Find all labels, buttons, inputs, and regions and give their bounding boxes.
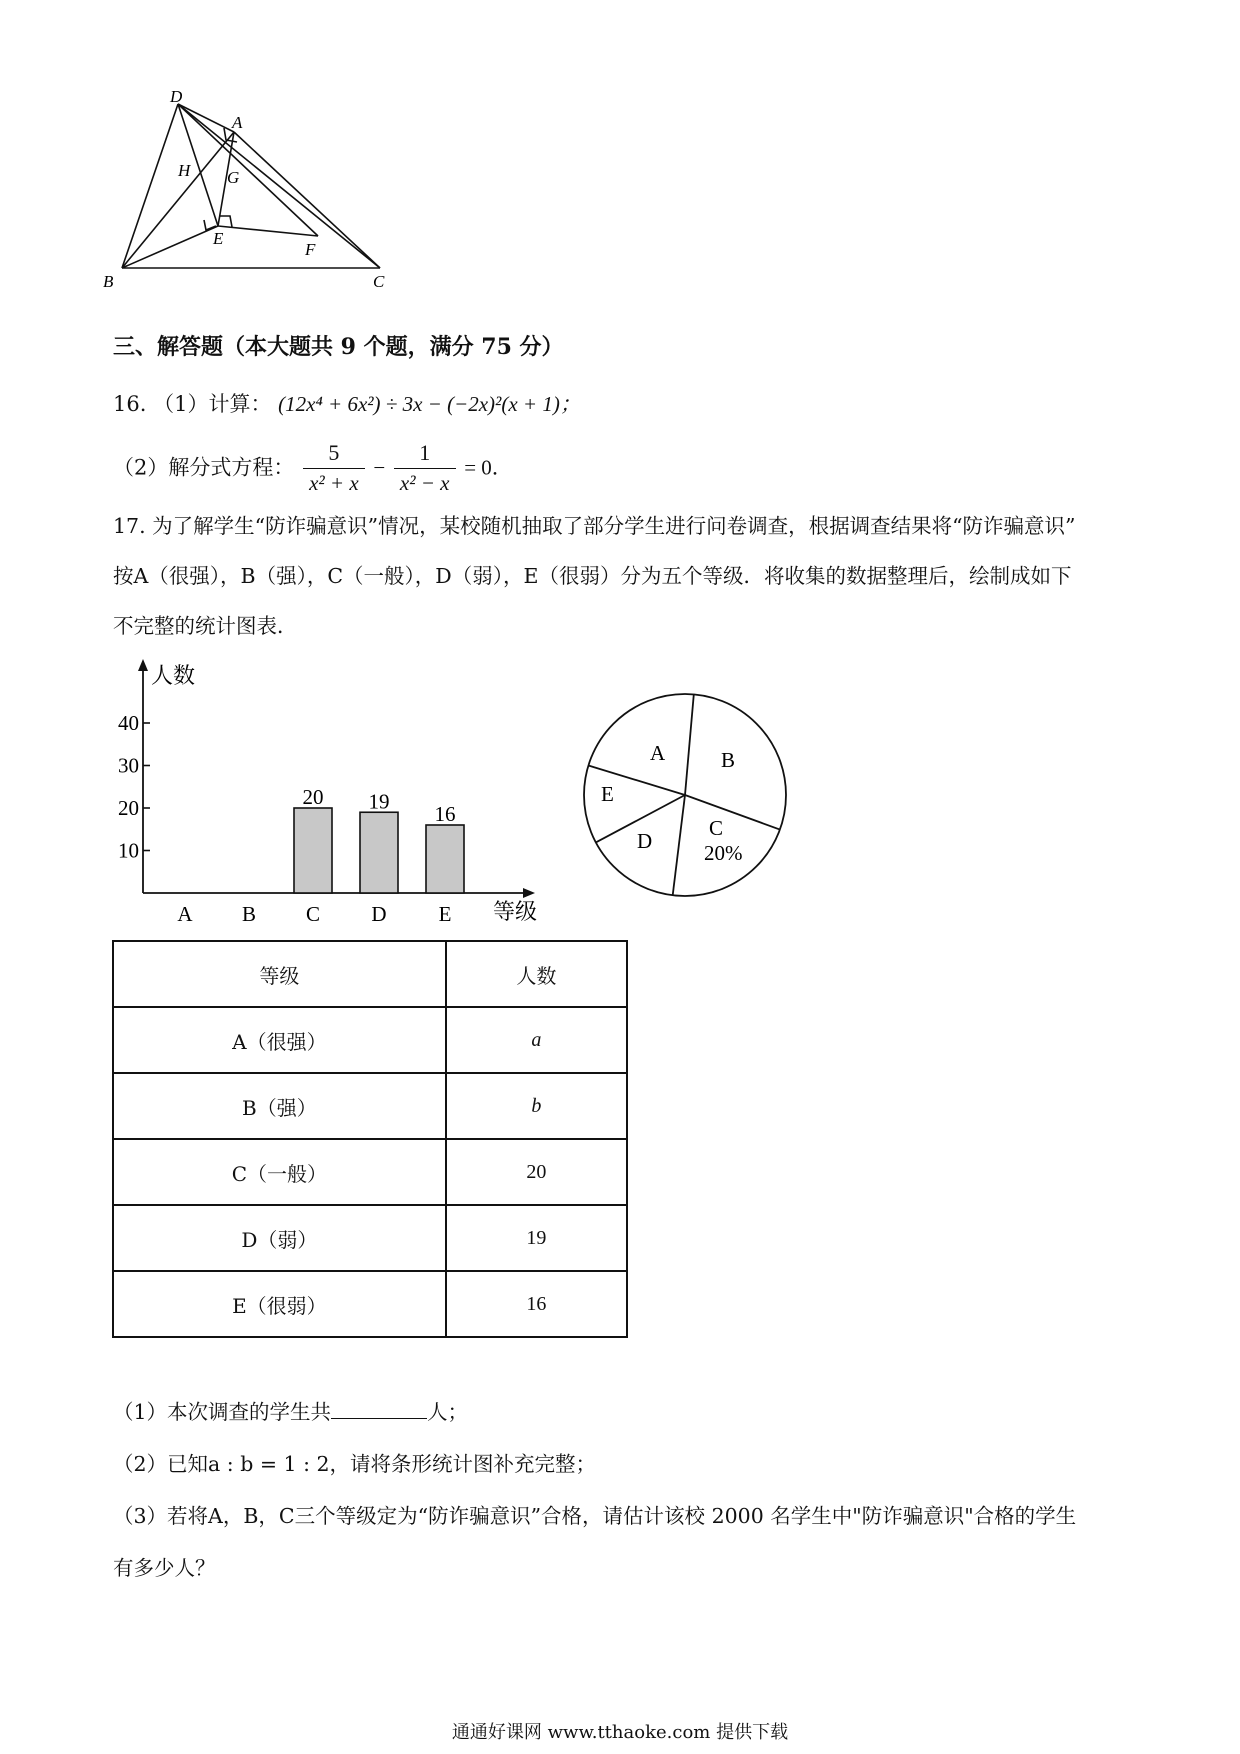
x-tick-label: A	[177, 902, 193, 925]
pie-chart	[575, 685, 795, 905]
pie-label-a: A	[650, 741, 666, 765]
bar-chart	[105, 655, 575, 925]
point-label-e: E	[213, 229, 224, 248]
pie-label-e: E	[601, 782, 614, 806]
bar	[294, 808, 332, 893]
bar	[426, 825, 464, 893]
point-label-f: F	[305, 240, 316, 259]
minus-sign: −	[373, 455, 386, 480]
q16-part1	[113, 392, 581, 417]
table-cell-grade: B（强）	[113, 1073, 446, 1139]
point-label-g: G	[227, 168, 240, 187]
table-cell-count: 16	[446, 1271, 627, 1337]
q16-number: 16.	[113, 392, 147, 416]
fraction-2-numerator: 1	[394, 440, 456, 469]
pie-label-c: C	[709, 816, 724, 840]
fraction-1-numerator: 5	[303, 440, 365, 469]
q17-line-3: 不完整的统计图表．	[113, 614, 298, 638]
q16-fraction-1	[303, 440, 365, 497]
bar-data-label: 19	[368, 789, 390, 814]
table-cell-count: b	[446, 1073, 627, 1139]
table-cell-grade: C（一般）	[113, 1139, 446, 1205]
pie-label-b: B	[721, 748, 736, 772]
footer-text: 通通好课网 www.tthaoke.com 提供下载	[451, 1722, 789, 1743]
point-label-h: H	[178, 161, 191, 180]
table-row	[113, 1205, 627, 1271]
answer-blank	[331, 1400, 427, 1419]
x-tick-label: D	[371, 902, 387, 925]
pie-value-c: 20%	[704, 841, 743, 865]
fraction-1-denominator: x² + x	[309, 471, 359, 496]
table-row	[113, 1139, 627, 1205]
pie-label-d: D	[637, 829, 653, 853]
point-label-c: C	[373, 272, 385, 291]
q17-sub-1	[113, 1400, 468, 1425]
y-axis-label: 人数	[151, 663, 196, 688]
x-axis-label: 等级	[493, 899, 538, 924]
point-label-d: D	[170, 90, 183, 106]
y-tick-label: 10	[118, 838, 139, 863]
q16-part2	[113, 440, 513, 497]
q17-line-1: 17. 为了解学生“防诈骗意识”情况，某校随机抽取了部分学生进行问卷调查，根据调查结果将“防诈骗意识”	[113, 514, 1076, 538]
bar	[360, 812, 398, 893]
x-tick-label: C	[305, 902, 321, 925]
sub-1-prefix: （1）本次调查的学生共	[113, 1400, 332, 1424]
x-tick-label: E	[438, 902, 452, 925]
q17-sub-3-line-2: 有多少人？	[113, 1556, 216, 1580]
section-title: 三、解答题（本大题共 9 个题，满分 75 分）	[113, 334, 564, 360]
x-tick-label: B	[241, 902, 257, 925]
q16-part1-label: （1）计算：	[153, 392, 272, 416]
q17-sub-2: （2）已知a : b = 1 : 2，请将条形统计图补充完整；	[113, 1452, 597, 1476]
table-cell-grade: E（很弱）	[113, 1271, 446, 1337]
table-cell-count: 20	[446, 1139, 627, 1205]
fraction-2-denominator: x² − x	[399, 471, 450, 496]
y-tick-label: 40	[118, 711, 139, 735]
q16-part2-label: （2）解分式方程：	[113, 455, 295, 480]
q16-part1-expression: (12x⁴ + 6x²) ÷ 3x − (−2x)²(x + 1)；	[278, 392, 581, 416]
table-cell-count: 19	[446, 1205, 627, 1271]
bar-data-label: 20	[302, 785, 324, 809]
q17-sub-3-line-1: （3）若将A，B，C三个等级定为“防诈骗意识”合格，请估计该校 2000 名学生中"防诈骗意识"合格的学生	[113, 1504, 1077, 1528]
grade-table	[112, 940, 628, 1338]
y-tick-label: 20	[118, 796, 139, 820]
q16-fraction-2	[394, 440, 456, 497]
point-label-b: B	[103, 272, 114, 291]
q17-line-2: 按A（很强），B（强），C（一般），D（弱），E（很弱）分为五个等级．将收集的数据整理后，绘制成如下	[113, 564, 1072, 588]
table-header-grade: 等级	[113, 941, 446, 1007]
table-cell-grade: D（弱）	[113, 1205, 446, 1271]
geometry-figure	[100, 90, 460, 295]
sub-1-suffix: 人；	[427, 1400, 469, 1424]
equation-rhs: = 0．	[464, 455, 513, 480]
table-header-row	[113, 941, 627, 1007]
table-header-count: 人数	[446, 941, 627, 1007]
table-row	[113, 1073, 627, 1139]
table-row	[113, 1007, 627, 1073]
table-cell-grade: A（很强）	[113, 1007, 446, 1073]
point-label-a: A	[232, 113, 243, 132]
table-row	[113, 1271, 627, 1337]
table-cell-count: a	[446, 1007, 627, 1073]
bar-data-label: 16	[434, 802, 456, 826]
y-tick-label: 30	[118, 753, 139, 778]
